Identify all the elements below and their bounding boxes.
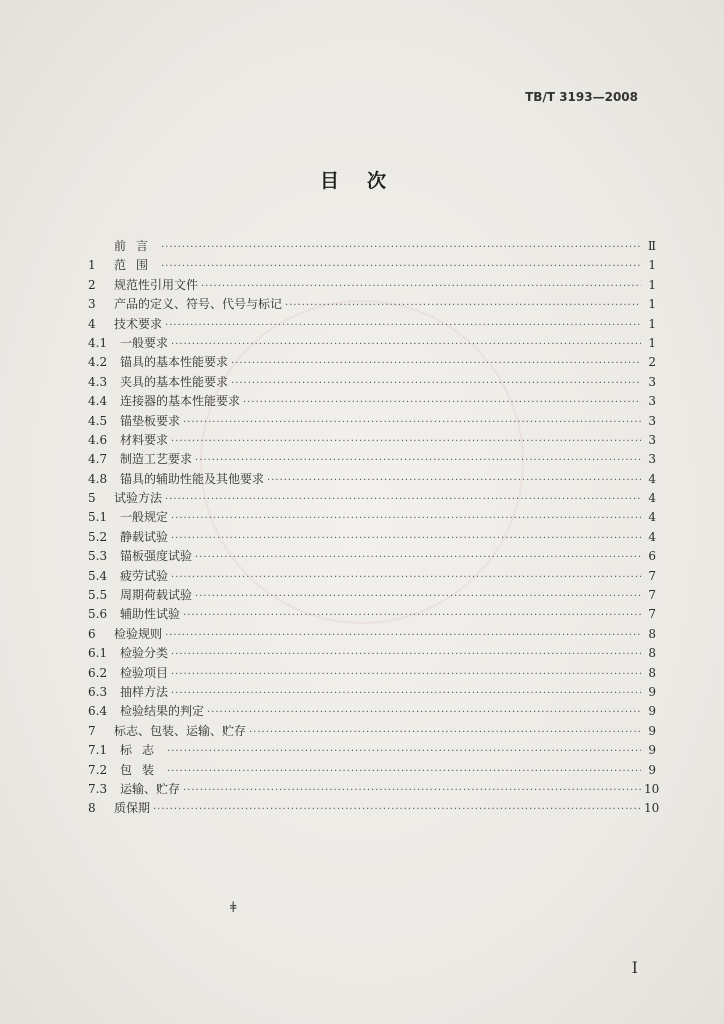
dot-leader xyxy=(171,529,641,548)
toc-entry[interactable] xyxy=(88,450,656,469)
toc-entry-number: 7.1 xyxy=(88,743,108,758)
dot-leader xyxy=(231,354,641,373)
toc-entry-number: 4 xyxy=(88,316,96,331)
toc-entry-label: 检验分类 xyxy=(120,646,169,661)
toc-entry-label: 疲劳试验 xyxy=(120,568,169,583)
toc-entry-number: 4.4 xyxy=(88,394,108,409)
page-number: Ⅰ xyxy=(631,958,638,977)
table-of-contents xyxy=(88,237,660,819)
toc-entry[interactable] xyxy=(88,528,656,547)
toc-entry-page: 8 xyxy=(648,646,656,661)
toc-entry-number: 4.2 xyxy=(88,355,108,370)
toc-entry-page: 3 xyxy=(648,394,656,409)
toc-entry-number: 3 xyxy=(88,297,96,312)
toc-entry-page: 9 xyxy=(648,684,656,699)
toc-entry-page: 9 xyxy=(648,723,656,738)
toc-entry-label: 检验结果的判定 xyxy=(120,704,205,719)
dot-leader xyxy=(171,509,641,528)
toc-entry[interactable] xyxy=(88,315,656,334)
dot-leader xyxy=(167,742,641,761)
toc-entry-label: 一般要求 xyxy=(120,335,169,350)
toc-entry-page: 1 xyxy=(648,258,656,273)
toc-entry-number: 5 xyxy=(88,491,96,506)
toc-entry-label: 锚具的辅助性能及其他要求 xyxy=(120,471,265,486)
toc-entry-page: 4 xyxy=(648,529,656,544)
toc-entry-number: 5.4 xyxy=(88,568,108,583)
toc-entry[interactable] xyxy=(88,761,656,780)
dot-leader xyxy=(249,723,641,742)
dot-leader xyxy=(171,684,641,703)
toc-entry-page: 3 xyxy=(648,432,656,447)
dot-leader xyxy=(161,257,641,276)
toc-entry-page: 4 xyxy=(648,471,656,486)
toc-entry[interactable] xyxy=(88,547,656,566)
toc-entry-page: 1 xyxy=(648,316,656,331)
toc-entry-label: 前言 xyxy=(114,239,159,253)
toc-entry-page: 9 xyxy=(648,704,656,719)
dot-leader xyxy=(267,471,641,490)
toc-entry-label: 范围 xyxy=(114,258,159,273)
dot-leader xyxy=(165,316,641,335)
toc-entry-label: 运输、贮存 xyxy=(120,781,181,796)
toc-entry[interactable] xyxy=(88,702,656,721)
dot-leader xyxy=(201,277,641,296)
toc-entry-label: 锚板强度试验 xyxy=(120,549,193,564)
toc-entry-number: 5.5 xyxy=(88,588,108,603)
toc-entry[interactable] xyxy=(88,644,656,663)
toc-entry-label: 材料要求 xyxy=(120,432,169,447)
toc-entry-page: 8 xyxy=(648,665,656,680)
toc-entry[interactable] xyxy=(88,256,656,275)
toc-entry[interactable] xyxy=(88,741,656,760)
toc-entry-page: 7 xyxy=(648,568,656,583)
toc-entry-label: 一般规定 xyxy=(120,510,169,525)
toc-entry[interactable] xyxy=(88,683,656,702)
dot-leader xyxy=(207,703,641,722)
toc-entry-number: 6.4 xyxy=(88,704,108,719)
dot-leader xyxy=(183,781,641,800)
dot-leader xyxy=(171,665,641,684)
toc-entry[interactable] xyxy=(88,237,656,256)
toc-entry[interactable] xyxy=(88,276,656,295)
dot-leader xyxy=(183,413,641,432)
toc-entry-number: 4.6 xyxy=(88,432,108,447)
toc-entry-page: 4 xyxy=(648,510,656,525)
toc-entry[interactable] xyxy=(88,780,660,799)
standard-number: TB/T 3193—2008 xyxy=(525,90,638,104)
dot-leader xyxy=(153,800,641,819)
toc-entry[interactable] xyxy=(88,353,656,372)
toc-entry[interactable] xyxy=(88,489,656,508)
dot-leader xyxy=(183,606,641,625)
toc-entry-label: 检验项目 xyxy=(120,665,169,680)
toc-entry-label: 周期荷载试验 xyxy=(120,588,193,603)
dot-leader xyxy=(165,490,641,509)
toc-entry[interactable] xyxy=(88,470,656,489)
dot-leader xyxy=(195,451,641,470)
toc-entry-label: 标志 xyxy=(120,743,165,758)
toc-entry-number: 5.2 xyxy=(88,529,108,544)
toc-entry-number: 6.3 xyxy=(88,684,108,699)
toc-entry-page: 1 xyxy=(648,335,656,350)
toc-entry-number: 6.2 xyxy=(88,665,108,680)
toc-entry-label: 产品的定义、符号、代号与标记 xyxy=(114,297,283,312)
toc-entry-label: 规范性引用文件 xyxy=(114,277,199,292)
toc-entry-page: 3 xyxy=(648,413,656,428)
toc-entry-number: 7.3 xyxy=(88,781,108,796)
toc-entry-number: 5.1 xyxy=(88,510,108,525)
toc-entry-page: 7 xyxy=(648,588,656,603)
toc-entry-number: 4.5 xyxy=(88,413,108,428)
toc-entry-label: 锚垫板要求 xyxy=(120,413,181,428)
toc-entry[interactable] xyxy=(88,722,656,741)
toc-entry-label: 抽样方法 xyxy=(120,684,169,699)
toc-entry-label: 辅助性试验 xyxy=(120,607,181,622)
toc-entry-page: 10 xyxy=(644,781,660,796)
toc-entry[interactable] xyxy=(88,799,660,818)
toc-title: 目次 xyxy=(320,170,415,192)
toc-entry-page: 3 xyxy=(648,374,656,389)
toc-entry-page: 6 xyxy=(648,549,656,564)
toc-entry-label: 静载试验 xyxy=(120,529,169,544)
toc-entry-label: 技术要求 xyxy=(114,316,163,331)
dot-leader xyxy=(195,587,641,606)
toc-entry[interactable] xyxy=(88,392,656,411)
scan-mark: ǂ xyxy=(230,900,237,916)
toc-entry-page: 8 xyxy=(648,626,656,641)
toc-entry-page: 3 xyxy=(648,452,656,467)
toc-entry[interactable] xyxy=(88,295,656,314)
toc-entry-number: 4.7 xyxy=(88,452,108,467)
toc-entry-page: 10 xyxy=(644,801,660,816)
toc-entry-label: 锚具的基本性能要求 xyxy=(120,355,229,370)
toc-entry-page: 1 xyxy=(648,277,656,292)
toc-entry-number: 7.2 xyxy=(88,762,108,777)
dot-leader xyxy=(231,374,641,393)
toc-entry-number: 4.1 xyxy=(88,335,108,350)
dot-leader xyxy=(161,238,641,257)
toc-entry-page: Ⅱ xyxy=(647,239,656,253)
toc-entry-label: 质保期 xyxy=(114,801,151,816)
toc-entry-number: 5.6 xyxy=(88,607,108,622)
toc-entry-number: 5.3 xyxy=(88,549,108,564)
toc-entry-label: 连接器的基本性能要求 xyxy=(120,394,241,409)
toc-entry-label: 夹具的基本性能要求 xyxy=(120,374,229,389)
toc-entry-number: 7 xyxy=(88,723,96,738)
toc-entry[interactable] xyxy=(88,412,656,431)
toc-entry-page: 9 xyxy=(648,743,656,758)
dot-leader xyxy=(171,645,641,664)
toc-entry[interactable] xyxy=(88,586,656,605)
toc-entry-number: 1 xyxy=(88,258,96,273)
dot-leader xyxy=(243,393,641,412)
toc-entry-label: 标志、包装、运输、贮存 xyxy=(114,723,247,738)
dot-leader xyxy=(171,568,641,587)
toc-entry[interactable] xyxy=(88,605,656,624)
toc-entry[interactable] xyxy=(88,373,656,392)
toc-entry-number: 6.1 xyxy=(88,646,108,661)
dot-leader xyxy=(165,626,641,645)
toc-entry[interactable] xyxy=(88,334,656,353)
toc-entry-number: 4.8 xyxy=(88,471,108,486)
toc-entry-number: 4.3 xyxy=(88,374,108,389)
toc-entry-page: 4 xyxy=(648,491,656,506)
dot-leader xyxy=(195,548,641,567)
toc-entry-number: 6 xyxy=(88,626,96,641)
toc-entry-number: 2 xyxy=(88,277,96,292)
toc-entry-page: 9 xyxy=(648,762,656,777)
toc-entry-page: 1 xyxy=(648,297,656,312)
toc-entry-label: 包装 xyxy=(120,762,165,777)
toc-entry-page: 7 xyxy=(648,607,656,622)
toc-entry[interactable] xyxy=(88,567,656,586)
toc-entry-label: 试验方法 xyxy=(114,491,163,506)
toc-entry[interactable] xyxy=(88,664,656,683)
toc-entry-page: 2 xyxy=(648,355,656,370)
toc-entry-number: 8 xyxy=(88,801,96,816)
dot-leader xyxy=(167,762,641,781)
dot-leader xyxy=(285,296,641,315)
toc-entry-label: 检验规则 xyxy=(114,626,163,641)
dot-leader xyxy=(171,335,641,354)
dot-leader xyxy=(171,432,641,451)
toc-entry-label: 制造工艺要求 xyxy=(120,452,193,467)
toc-entry[interactable] xyxy=(88,431,656,450)
toc-entry[interactable] xyxy=(88,508,656,527)
toc-entry[interactable] xyxy=(88,625,656,644)
